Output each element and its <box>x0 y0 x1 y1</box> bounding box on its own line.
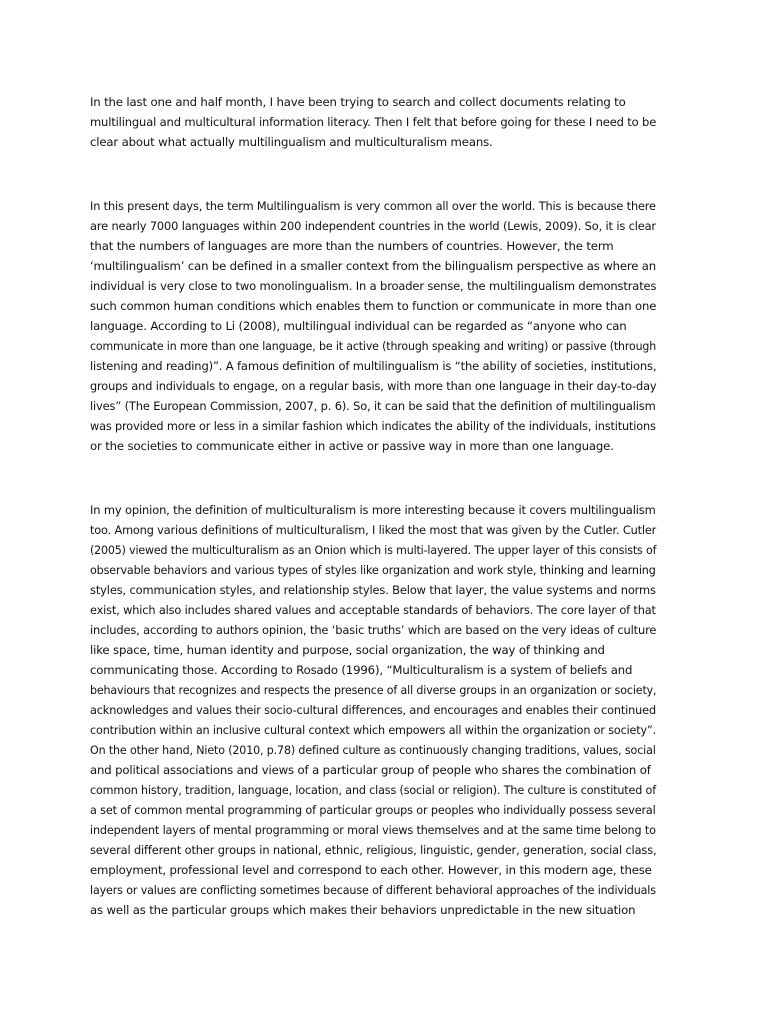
text-line: On the other hand, Nieto (2010, p.78) defined culture as continuously changing traditions, values, social <box>90 743 656 757</box>
text-line: as well as the particular groups which makes their behaviors unpredictable in the new situation <box>90 903 636 917</box>
text-line: (2005) viewed the multiculturalism as an Onion which is multi-layered. The upper layer of this consists of <box>90 543 657 557</box>
text-line: contribution within an inclusive cultural context which empowers all within the organization or society”. <box>90 723 657 737</box>
text-line: common history, tradition, language, location, and class (social or religion). The culture is constituted of <box>90 783 657 797</box>
text-line: groups and individuals to engage, on a regular basis, with more than one language in their day-to-day <box>90 379 657 393</box>
text-line: In the last one and half month, I have been trying to search and collect documents relating to <box>90 95 626 109</box>
text-line: lives” (The European Commission, 2007, p. 6). So, it can be said that the definition of multilingualism <box>90 399 656 413</box>
text-line: clear about what actually multilingualism and multiculturalism means. <box>90 135 493 149</box>
text-line: individual is very close to two monolingualism. In a broader sense, the multilingualism demonstrates <box>90 279 657 293</box>
text-line: styles, communication styles, and relationship styles. Below that layer, the value systems and norms <box>90 583 656 597</box>
text-line: In my opinion, the definition of multiculturalism is more interesting because it covers multilingualism <box>90 503 656 517</box>
text-line: that the numbers of languages are more than the numbers of countries. However, the term <box>90 239 614 253</box>
text-line: acknowledges and values their socio-cultural differences, and encourages and enables their continued <box>90 703 656 717</box>
text-line: a set of common mental programming of particular groups or peoples who individually possess several <box>90 803 656 817</box>
text-line: or the societies to communicate either in active or passive way in more than one language. <box>90 439 614 453</box>
text-line: language. According to Li (2008), multilingual individual can be regarded as “anyone who can <box>90 319 627 333</box>
text-line: layers or values are conflicting sometimes because of different behavioral approaches of the individuals <box>90 883 656 897</box>
text-line: ‘multilingualism’ can be defined in a smaller context from the bilingualism perspective as where an <box>90 259 657 273</box>
text-line: behaviours that recognizes and respects the presence of all diverse groups in an organization or society, <box>90 683 657 697</box>
text-line: multilingual and multicultural information literacy. Then I felt that before going for these I need to be <box>90 115 657 129</box>
text-line: includes, according to authors opinion, the ‘basic truths’ which are based on the very ideas of culture <box>90 623 657 637</box>
text-line: was provided more or less in a similar fashion which indicates the ability of the individuals, institutions <box>90 419 656 433</box>
text-line: listening and reading)”. A famous definition of multilingualism is “the ability of societies, institutions, <box>90 359 657 373</box>
text-line: employment, professional level and correspond to each other. However, in this modern age, these <box>90 863 652 877</box>
text-line: and political associations and views of a particular group of people who shares the combination of <box>90 763 651 777</box>
text-line: too. Among various definitions of multiculturalism, I liked the most that was given by the Cutler. Cutler <box>90 523 657 537</box>
text-line: independent layers of mental programming or moral views themselves and at the same time belong to <box>90 823 656 837</box>
text-line: such common human conditions which enables them to function or communicate in more than one <box>90 299 657 313</box>
text-line: communicate in more than one language, be it active (through speaking and writing) or passive (through <box>90 339 657 353</box>
text-line: observable behaviors and various types of styles like organization and work style, thinking and learning <box>90 563 656 577</box>
text-line: are nearly 7000 languages within 200 independent countries in the world (Lewis, 2009). So, it is clear <box>90 219 656 233</box>
text-line: like space, time, human identity and purpose, social organization, the way of thinking and <box>90 643 605 657</box>
text-line: several different other groups in national, ethnic, religious, linguistic, gender, generation, social class, <box>90 843 657 857</box>
text-line: communicating those. According to Rosado (1996), “Multiculturalism is a system of beliefs and <box>90 663 633 677</box>
text-line: exist, which also includes shared values and acceptable standards of behaviors. The core layer of that <box>90 603 656 617</box>
text-line: In this present days, the term Multilingualism is very common all over the world. This is because there <box>90 199 656 213</box>
